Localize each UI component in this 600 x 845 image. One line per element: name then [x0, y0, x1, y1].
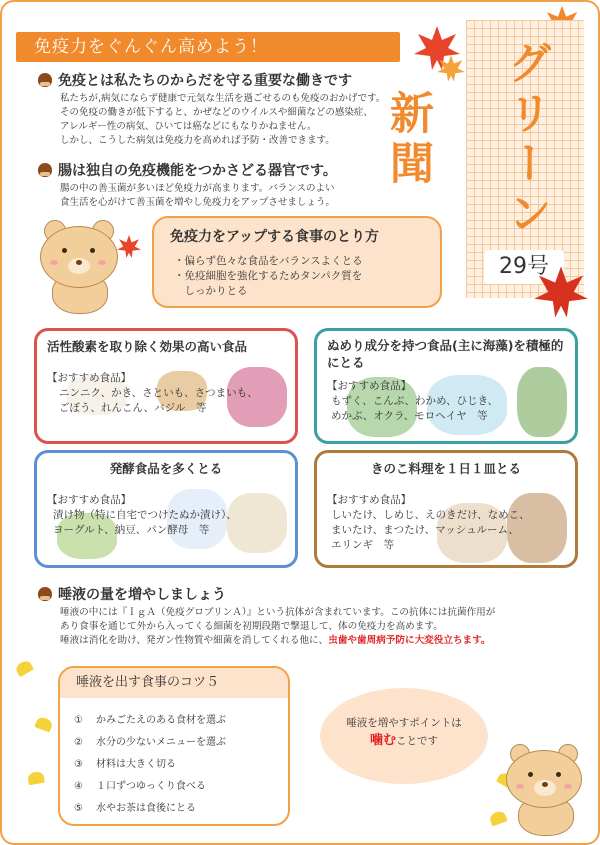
food-box-title: 活性酸素を取り除く効果の高い食品	[47, 339, 248, 354]
section-heading-gut	[38, 160, 337, 180]
point-bubble	[320, 688, 488, 784]
tip-text: かみごたえのある食材を選ぶ	[96, 715, 226, 726]
food-box-line: 漬け物（特に自宅でつけたぬか漬け）、	[53, 509, 237, 521]
callout-title: 免疫力をアップする食事のとり方	[170, 229, 380, 245]
tip-number: ④	[74, 781, 83, 792]
tip-text: 水分の少ないメニューを選ぶ	[96, 737, 226, 748]
body-line	[60, 634, 495, 648]
tip-number: ③	[74, 759, 83, 770]
section-heading-text: 免疫とは私たちのからだを守る重要な働きです	[58, 73, 352, 89]
tip-number: ①	[74, 715, 83, 726]
section-body-immunity	[60, 92, 385, 148]
body-line: アレルギー性の病気、ひいては癌などにもなりかねません。	[60, 121, 317, 132]
body-line-text: 唾液は消化を助け、発ガン性物質や細菌を消してくれる他に、	[60, 635, 329, 646]
chestnut-icon	[38, 163, 52, 177]
body-line: 唾液の中には『ＩｇＡ（免疫グロブリンＡ）』という抗体が含まれています。この抗体には抗菌作用が	[60, 607, 496, 618]
tip-number: ②	[74, 737, 83, 748]
tip-item	[74, 710, 226, 732]
food-box-label: 【おすすめ食品】	[327, 380, 412, 392]
ginkgo-leaf-icon	[14, 659, 34, 677]
callout-item: ・偏らず色々な食品をバランスよくとる	[174, 255, 363, 267]
food-box-line: まいたけ、まつたけ、マッシュルーム、	[331, 524, 519, 536]
tip-item	[74, 798, 226, 820]
food-box-label: 【おすすめ食品】	[47, 372, 132, 384]
tip-text: １口ずつゆっくり食べる	[96, 781, 206, 792]
food-box-title: 発酵食品を多くとる	[109, 461, 223, 476]
food-box-line: もずく、こんぶ、わかめ、ひじき、	[331, 395, 499, 407]
body-line: 食生活を心がけて善玉菌を増やし免疫力をアップさせましょう。	[60, 197, 335, 208]
section-heading-text: 腸は独自の免疫機能をつかさどる器官です。	[58, 163, 337, 179]
section-body-gut	[60, 182, 335, 210]
chestnut-icon	[38, 73, 52, 87]
food-box-line: エリンギ 等	[331, 539, 394, 551]
highlight-text: 虫歯や歯周病予防に大変役立ちます。	[328, 635, 491, 646]
maple-leaf-icon	[436, 54, 466, 84]
food-box-line: ごぼう、れんこん、バジル 等	[59, 402, 207, 414]
body-line: あり食事を通じて外から入ってくる細菌を初期段階で撃退して、体の免疫力を高めます。	[60, 621, 443, 632]
callout-item: しっかりとる	[174, 285, 248, 297]
food-box-line: めかぶ、オクラ、モロヘイヤ 等	[331, 410, 488, 422]
food-box-line: しいたけ、しめじ、えのきだけ、なめこ、	[331, 509, 530, 521]
tip-text: 材料は大きく切る	[96, 759, 176, 770]
food-box-line: ヨーグルト、納豆、パン酵母 等	[53, 524, 210, 536]
ginkgo-leaf-icon	[34, 716, 53, 733]
callout-box	[152, 216, 442, 308]
tips-box	[58, 666, 290, 826]
point-line: 唾液を増やすポイントは	[346, 717, 462, 729]
point-line: ことです	[396, 735, 438, 747]
food-box-title: きのこ料理を１日１皿とる	[370, 461, 521, 476]
food-box-line: ニンニク、かき、さといも、さつまいも、	[59, 387, 258, 399]
food-box-label: 【おすすめ食品】	[47, 494, 132, 506]
tips-list	[74, 710, 226, 820]
callout-item: ・免疫細胞を強化するためタンパク質を	[174, 270, 363, 282]
tip-text: 水やお茶は食後にとる	[96, 803, 196, 814]
food-box-seaweed	[314, 328, 578, 444]
section-heading-immunity	[38, 70, 352, 90]
body-line: しかし、こうした病気は免疫力を高めれば予防・改善できます。	[60, 135, 335, 146]
food-box-fermented	[34, 450, 298, 568]
tips-title: 唾液を出す食事のコツ５	[60, 668, 288, 698]
callout-list	[174, 254, 363, 299]
food-box-mushroom	[314, 450, 578, 568]
bear-illustration	[32, 216, 142, 316]
section-heading-text: 唾液の量を増やしましょう	[58, 587, 226, 603]
tip-item	[74, 776, 226, 798]
food-box-title: ぬめり成分を持つ食品(主に海藻)を積極的にとる	[327, 338, 564, 370]
masthead	[382, 20, 584, 298]
food-box-body	[47, 371, 258, 416]
body-line: その免疫の働きが低下すると、かぜなどのウイルスや細菌などの感染症、	[60, 107, 373, 118]
issue-number: 29号	[484, 250, 564, 284]
title-bar: 免疫力をぐんぐん高めよう！	[16, 32, 400, 62]
point-text	[320, 714, 488, 750]
food-box-antioxidant	[34, 328, 298, 444]
maple-leaf-icon	[532, 264, 590, 322]
ginkgo-leaf-icon	[27, 771, 45, 786]
masthead-title: グリーン新聞	[382, 40, 551, 240]
food-box-label: 【おすすめ食品】	[327, 494, 412, 506]
bear-illustration	[502, 742, 592, 838]
food-box-body	[47, 493, 237, 538]
body-line: 腸の中の善玉菌が多いほど免疫力が高まります。バランスのよい	[60, 183, 335, 194]
section-body-saliva	[60, 606, 495, 648]
tip-item	[74, 754, 226, 776]
point-emphasis: 噛む	[369, 733, 396, 748]
section-heading-saliva	[38, 584, 226, 604]
maple-leaf-icon	[116, 234, 142, 260]
chestnut-icon	[38, 587, 52, 601]
tip-item	[74, 732, 226, 754]
food-box-body	[327, 493, 530, 553]
body-line: 私たちが,病気にならず健康で元気な生活を過ごせるのも免疫のおかげです。	[60, 93, 386, 104]
food-box-body	[327, 379, 498, 424]
tip-number: ⑤	[74, 803, 83, 814]
